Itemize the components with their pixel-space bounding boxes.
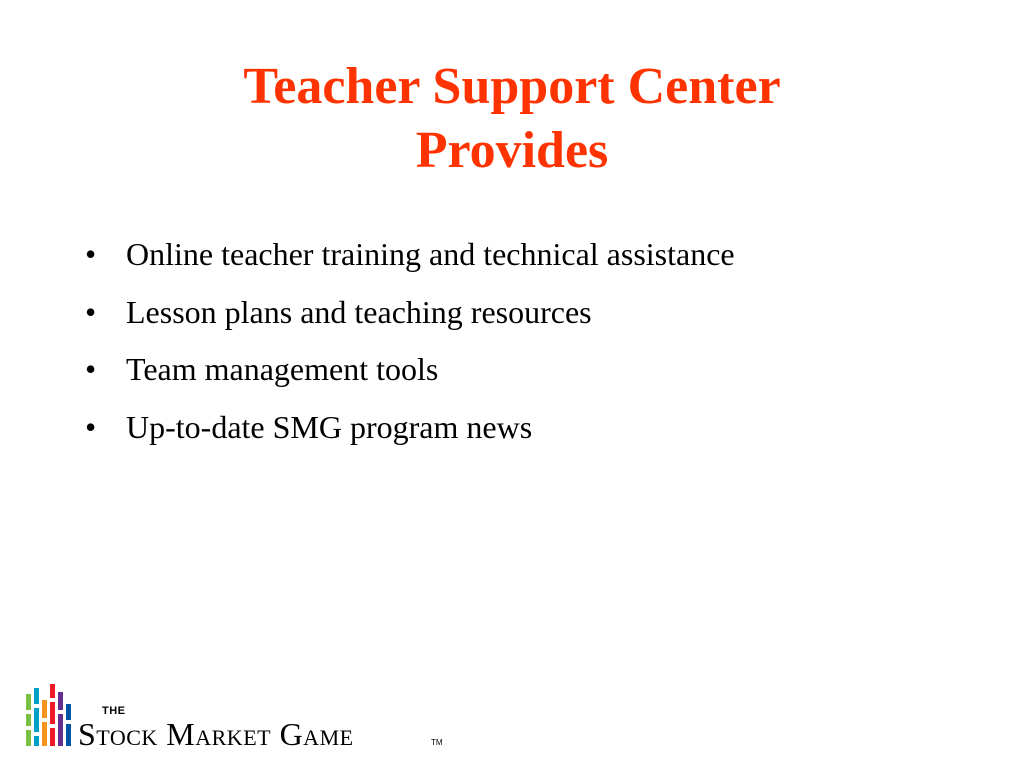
slide-title: [0, 55, 1024, 183]
stock-market-game-logo: [24, 680, 454, 752]
logo-trademark: TM: [431, 738, 443, 747]
bullet-text: Lesson plans and teaching resources: [126, 293, 592, 330]
bullet-item: [85, 401, 735, 459]
bullet-text: Up-to-date SMG program news: [126, 408, 533, 445]
bullet-item: [85, 228, 735, 286]
bullet-icon: •: [85, 408, 97, 445]
title-line-1: Teacher Support Center: [243, 58, 781, 115]
bullet-icon: •: [85, 351, 97, 387]
bullet-item: [85, 286, 735, 344]
bullet-icon: •: [85, 293, 97, 330]
bullet-text: Online teacher training and technical assistance: [126, 236, 735, 272]
bullet-list: [85, 228, 735, 458]
bullet-icon: •: [85, 236, 97, 272]
bullet-text: Team management tools: [126, 351, 439, 387]
title-line-2: Provides: [415, 122, 609, 179]
bullet-item: [85, 343, 735, 401]
logo-bars-icon: [24, 680, 74, 748]
logo-name: Stock Market Game: [78, 716, 354, 752]
logo-the: THE: [102, 705, 126, 717]
